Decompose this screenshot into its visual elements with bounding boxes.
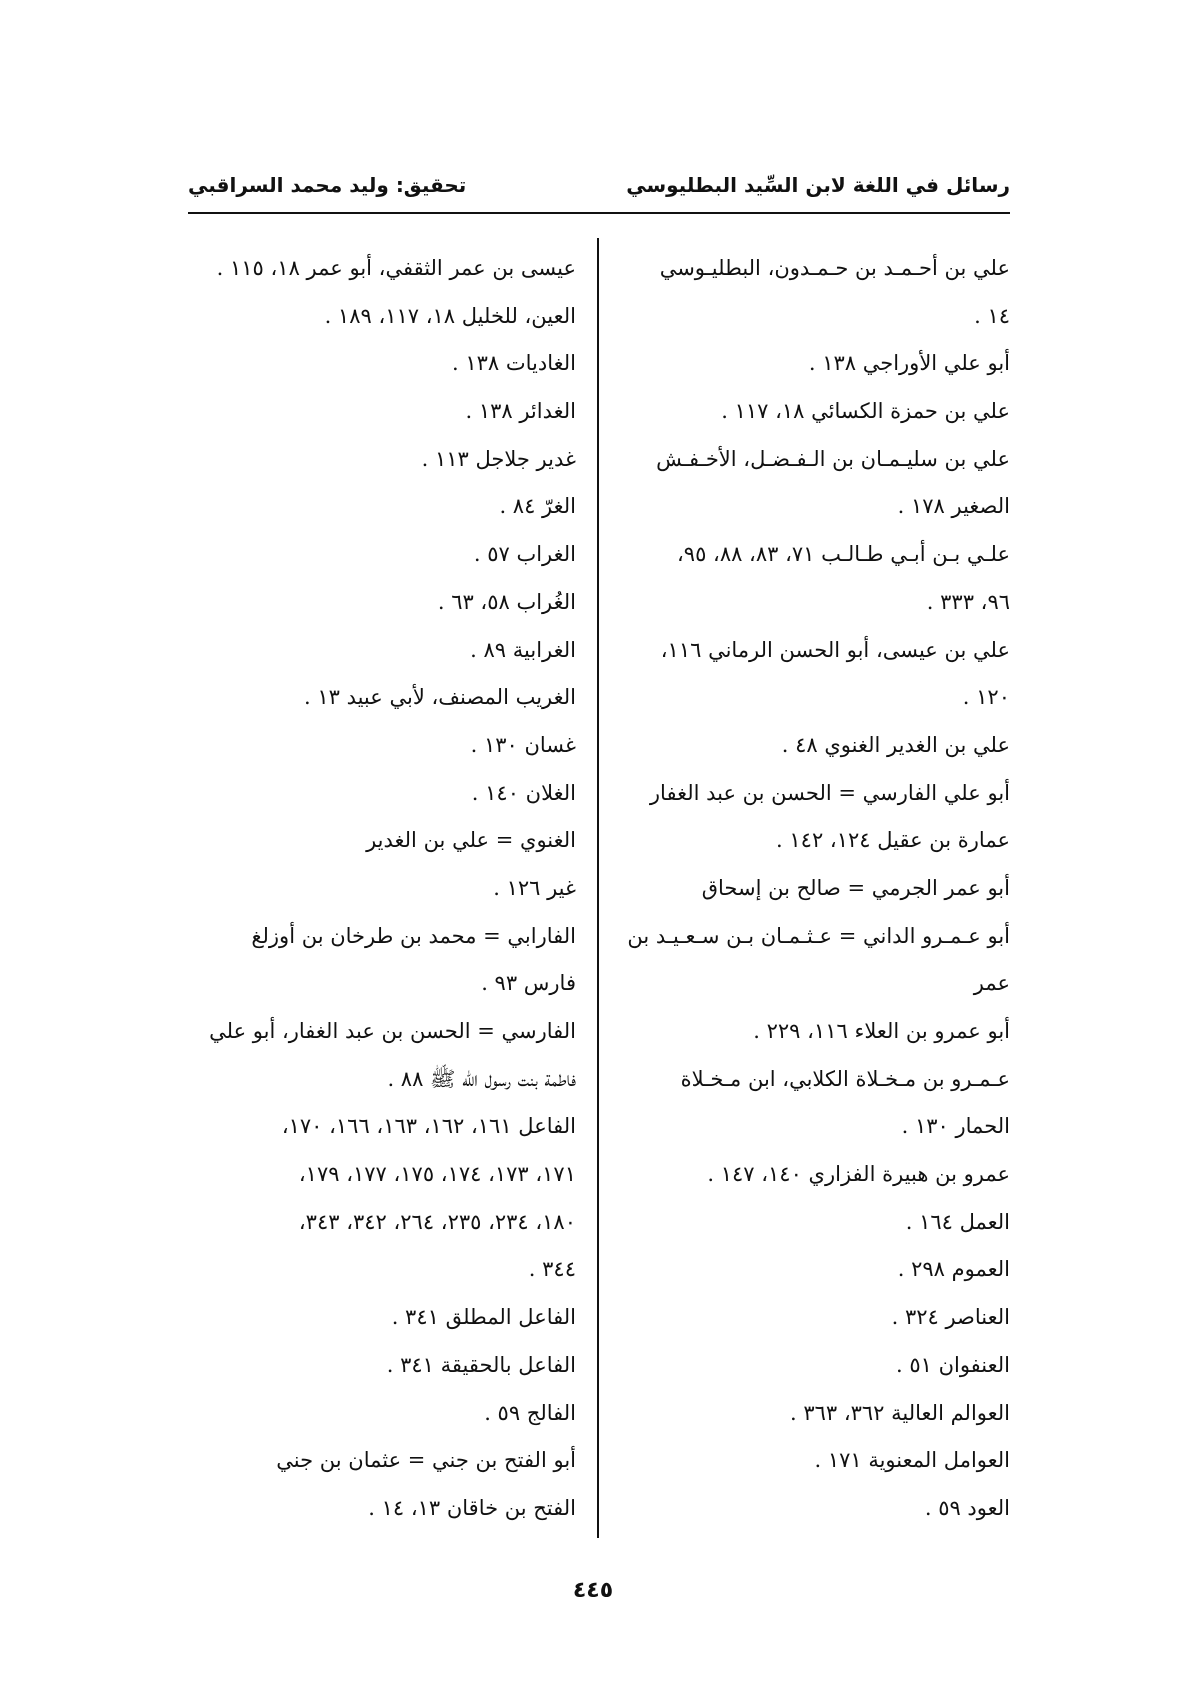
index-entry: أبو عـمـرو الداني = عـثـمـان بـن سـعـيـد بن xyxy=(627,923,1010,948)
index-entry: العنفوان ٥١ . xyxy=(895,1352,1010,1377)
index-entry: فارس ٩٣ . xyxy=(481,971,576,996)
index-entry: العناصر ٣٢٤ . xyxy=(891,1305,1010,1330)
index-entry: العود ٥٩ . xyxy=(924,1495,1010,1520)
index-entry: علي بن عيسى، أبو الحسن الرماني ١١٦، xyxy=(660,637,1010,662)
index-entry: الفاعل المطلق ٣٤١ . xyxy=(391,1305,576,1330)
index-entry: العمل ١٦٤ . xyxy=(905,1209,1010,1234)
index-entry: أبو عمر الجرمي = صالح بن إسحاق xyxy=(701,875,1010,900)
column-divider xyxy=(597,238,599,1538)
index-entry: أبو عمرو بن العلاء ١١٦، ٢٢٩ . xyxy=(753,1019,1010,1043)
index-entry: أبو علي الأوراجي ١٣٨ . xyxy=(808,351,1010,376)
index-entry: عيسى بن عمر الثقفي، أبو عمر ١٨، ١١٥ . xyxy=(216,256,576,280)
index-entry: الغرّ ٨٤ . xyxy=(499,494,576,519)
index-entry: أبو علي الفارسي = الحسن بن عبد الغفار xyxy=(649,780,1010,805)
index-entry: الصغير ١٧٨ . xyxy=(897,494,1010,519)
index-entry: عمارة بن عقيل ١٢٤، ١٤٢ . xyxy=(776,828,1010,853)
index-entry: عمر xyxy=(973,971,1010,996)
index-entry: الفارابي = محمد بن طرخان بن أوزلغ xyxy=(251,923,576,948)
index-entry: الفاعل ١٦١، ١٦٢، ١٦٣، ١٦٦، ١٧٠، xyxy=(281,1114,576,1139)
book-title: رسائل في اللغة لابن السِّيد البطليوسي xyxy=(626,173,1010,197)
index-entry: غدير جلاجل ١١٣ . xyxy=(421,446,576,471)
index-entry: علي بن أحـمـد بن حـمـدون، البطليـوسي xyxy=(659,256,1010,280)
index-entry: ١٧١، ١٧٣، ١٧٤، ١٧٥، ١٧٧، ١٧٩، xyxy=(298,1162,576,1187)
index-entry: الغُراب ٥٨، ٦٣ . xyxy=(437,589,576,614)
index-entry: ٩٦، ٣٣٣ . xyxy=(926,589,1010,614)
index-entry: الغنوي = علي بن الغدير xyxy=(366,828,576,853)
index-entry: العموم ٢٩٨ . xyxy=(897,1257,1010,1282)
index-entry: علي بن حمزة الكسائي ١٨، ١١٧ . xyxy=(721,399,1010,424)
index-entry: فاطمة بنت رسول الله ﷺ ٨٨ . xyxy=(387,1066,576,1091)
editor-credit: تحقيق: وليد محمد السراقبي xyxy=(188,173,467,197)
index-entry: العوالم العالية ٣٦٢، ٣٦٣ . xyxy=(789,1400,1010,1425)
index-entry: الغريب المصنف، لأبي عبيد ١٣ . xyxy=(303,685,576,710)
index-entry: عـمـرو بن مـخـلاة الكلابي، ابن مـخـلاة xyxy=(680,1066,1010,1091)
index-entry: الفتح بن خاقان ١٣، ١٤ . xyxy=(368,1495,576,1520)
index-entry: عمرو بن هبيرة الفزاري ١٤٠، ١٤٧ . xyxy=(707,1162,1010,1187)
index-entry: ١٨٠، ٢٣٤، ٢٣٥، ٢٦٤، ٣٤٢، ٣٤٣، xyxy=(298,1209,576,1234)
index-entry: أبو الفتح بن جني = عثمان بن جني xyxy=(276,1448,576,1473)
index-entry: ١٤ . xyxy=(974,303,1010,328)
index-entry: علـي بـن أبـي طـالـب ٧١، ٨٣، ٨٨، ٩٥، xyxy=(677,542,1010,567)
index-entry: الحمار ١٣٠ . xyxy=(901,1114,1010,1139)
index-entry: الغاديات ١٣٨ . xyxy=(451,351,576,376)
index-entry: العوامل المعنوية ١٧١ . xyxy=(814,1448,1010,1473)
index-entry: غسان ١٣٠ . xyxy=(470,732,576,757)
index-entry: غير ١٢٦ . xyxy=(493,875,576,900)
index-entry: ١٢٠ . xyxy=(962,685,1010,710)
index-entry: علي بن سليـمـان بن الـفـضـل، الأخـفـش xyxy=(656,446,1010,471)
index-entry: الفالج ٥٩ . xyxy=(484,1400,576,1425)
index-entry: الفارسي = الحسن بن عبد الغفار، أبو علي xyxy=(209,1019,576,1043)
index-entry: ٣٤٤ . xyxy=(528,1257,576,1282)
header-rule xyxy=(188,212,1010,214)
index-entry: الغدائر ١٣٨ . xyxy=(465,399,576,424)
index-entry: الغلان ١٤٠ . xyxy=(471,780,576,805)
index-entry: علي بن الغدير الغنوي ٤٨ . xyxy=(781,732,1010,757)
page-number: ٤٤٥ xyxy=(572,1578,614,1603)
index-entry: الغرابية ٨٩ . xyxy=(470,637,576,662)
index-entry: الفاعل بالحقيقة ٣٤١ . xyxy=(386,1352,576,1377)
index-column-left xyxy=(188,245,576,1533)
index-column-right xyxy=(610,245,1010,1533)
running-header xyxy=(188,165,1010,205)
index-entry: الغراب ٥٧ . xyxy=(473,542,576,567)
index-entry: العين، للخليل ١٨، ١١٧، ١٨٩ . xyxy=(324,303,576,328)
